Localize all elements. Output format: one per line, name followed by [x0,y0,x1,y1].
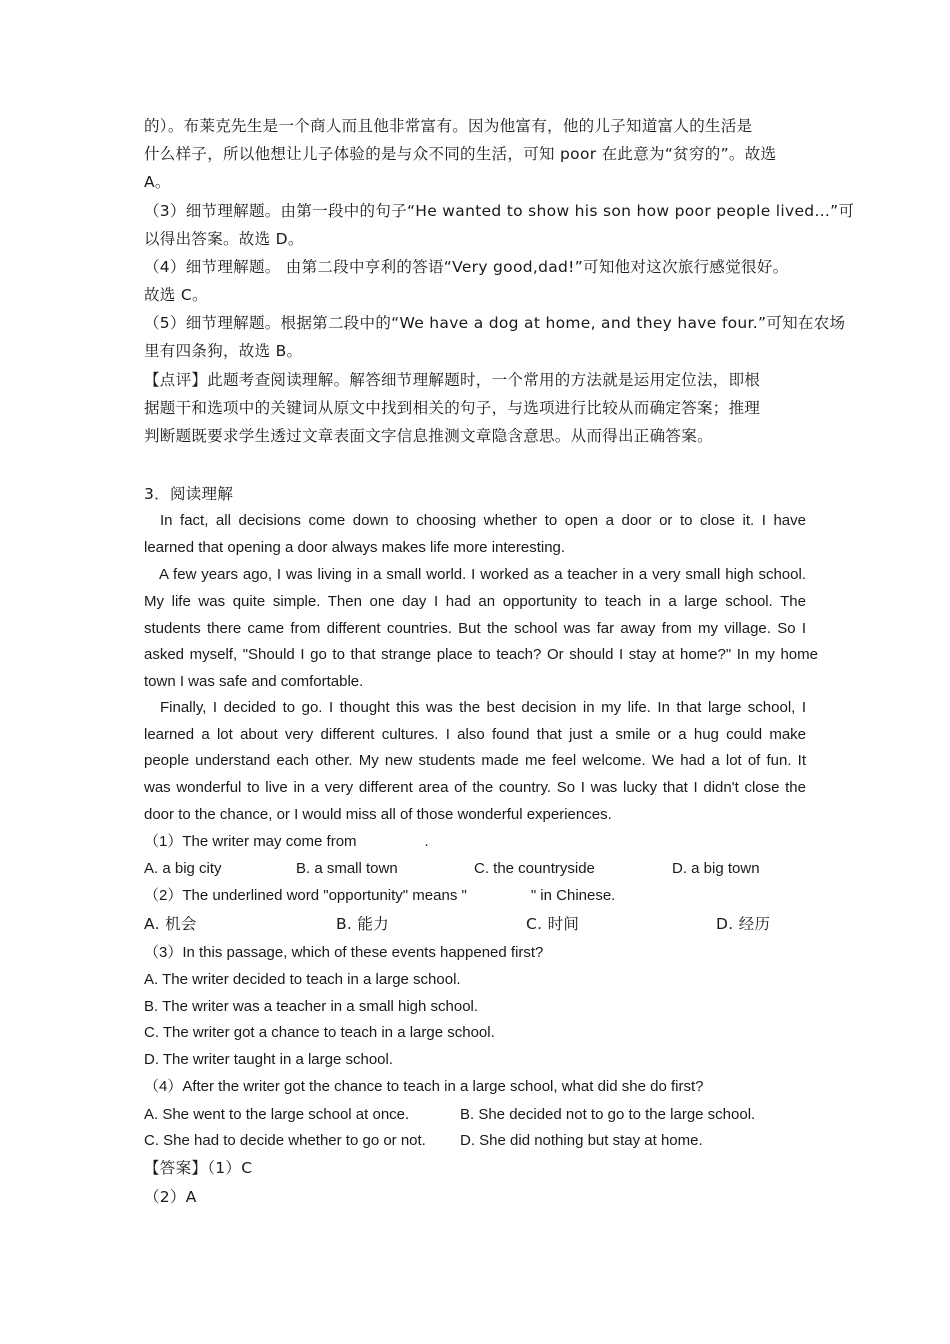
passage-line: A few years ago, I was living in a small world. I worked as a teacher in a very small high school. [159,566,806,583]
passage-line: town I was safe and comfortable. [144,673,364,690]
question-2-option-d: D. 经历 [716,915,771,933]
question-1-option-b: B. a small town [296,860,398,877]
question-3-option-d: D. The writer taught in a large school. [144,1051,394,1068]
question-4-option-b: B. She decided not to go to the large school. [460,1106,756,1123]
section-heading: 3．阅读理解 [144,485,234,503]
passage-line: learned a lot about very different cultures. I also found that just a smile or a hug could make [144,726,806,743]
passage-line: My life was quite simple. Then one day I had an opportunity to teach in a large school. The [144,593,806,610]
passage-line: students there came from different countries. But the school was far away from my village. So I [144,620,806,637]
question-2-option-c: C. 时间 [526,915,580,933]
comment-line: 判断题既要求学生透过文章表面文字信息推测文章隐含意思。从而得出正确答案。 [144,427,713,445]
explanation-line: A。 [144,173,171,191]
question-3-option-a: A. The writer decided to teach in a large school. [144,971,461,988]
question-1-text: （1）The writer may come from [144,833,357,850]
passage-line: door to the chance, or I would miss all of those wonderful experiences. [144,806,612,823]
question-1-option-d: D. a big town [672,860,760,877]
explanation-line: （4）细节理解题。 由第二段中亨利的答语“Very good,dad!”可知他对这次旅行感觉很好。 [144,258,789,276]
explanation-line: 故选 C。 [144,286,208,304]
passage-line: learned that opening a door always makes life more interesting. [144,539,566,556]
comment-line: 据题干和选项中的关键词从原文中找到相关的句子，与选项进行比较从而确定答案；推理 [144,399,761,417]
explanation-line: 以得出答案。故选 D。 [144,230,304,248]
passage-line: asked myself, "Should I go to that strange place to teach? Or should I stay at home?" In my home [144,646,818,663]
question-2-option-b: B. 能力 [336,915,389,933]
explanation-line: 什么样子，所以他想让儿子体验的是与众不同的生活，可知 poor 在此意为“贫穷的”。故选 [144,145,777,163]
question-2-option-a: A. 机会 [144,915,197,933]
passage-line: people understand each other. My new students made me feel welcome. We had a lot of fun. It [144,752,806,769]
question-1-option-c: C. the countryside [474,860,595,877]
passage-line: Finally, I decided to go. I thought this was the best decision in my life. In that large school, I [160,699,806,716]
comment-line: 【点评】此题考查阅读理解。解答细节理解题时，一个常用的方法就是运用定位法，即根 [144,371,761,389]
question-4-option-d: D. She did nothing but stay at home. [460,1132,703,1149]
question-3-option-c: C. The writer got a chance to teach in a large school. [144,1024,495,1041]
question-2-stem [144,886,615,906]
question-3-stem: （3）In this passage, which of these events happened first? [144,944,544,961]
question-1-stem [144,832,429,852]
answer-line: （2）A [144,1188,197,1206]
passage-line: In fact, all decisions come down to choosing whether to open a door or to close it. I have [160,512,806,529]
question-4-option-c: C. She had to decide whether to go or not. [144,1132,426,1149]
explanation-line: 的）。布莱克先生是一个商人而且他非常富有。因为他富有，他的儿子知道富人的生活是 [144,117,753,135]
explanation-line: （5）细节理解题。根据第二段中的“We have a dog at home, and they have four.”可知在农场 [144,314,846,332]
question-1-end: . [424,833,429,850]
explanation-line: （3）细节理解题。由第一段中的句子“He wanted to show his son how poor people lived...”可 [144,202,855,220]
question-2-text: （2）The underlined word "opportunity" means " [144,887,467,904]
question-1-option-a: A. a big city [144,860,222,877]
question-3-option-b: B. The writer was a teacher in a small high school. [144,998,479,1015]
answer-line: 【答案】（1）C [144,1159,253,1177]
explanation-line: 里有四条狗，故选 B。 [144,342,303,360]
passage-line: was wonderful to live in a very different area of the country. So I was lucky that I didn't close the [144,779,806,796]
question-4-stem: （4）After the writer got the chance to teach in a large school, what did she do first? [144,1078,704,1095]
question-2-end: " in Chinese. [530,887,616,904]
question-4-option-a: A. She went to the large school at once. [144,1106,410,1123]
